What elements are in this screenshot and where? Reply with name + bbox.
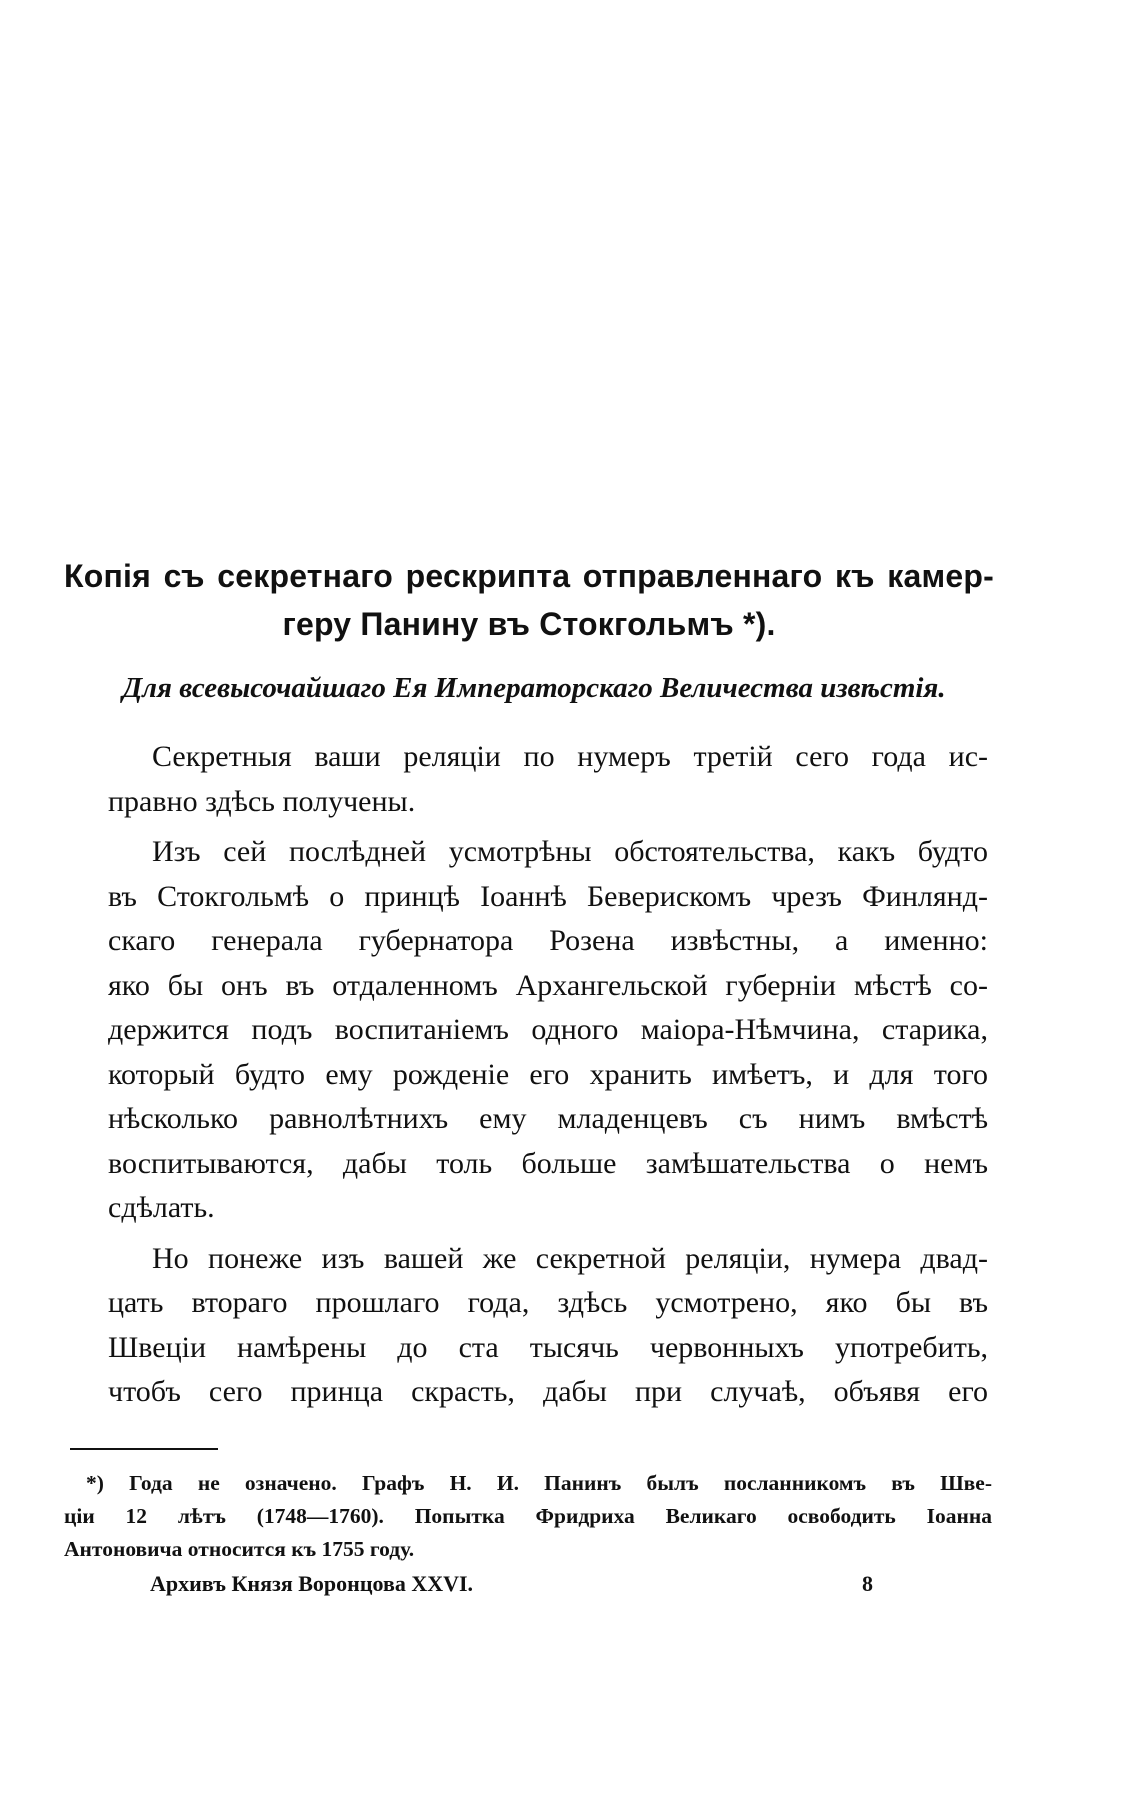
paragraph-line: въ Стокгольмѣ о принцѣ Іоаннѣ Беверискомъ чрезъ Финлянд-: [108, 879, 988, 913]
archive-title: Архивъ Князя Воронцова XXVI.: [150, 1571, 474, 1596]
paragraph-line: скаго генерала губернатора Розена извѣстны, а именно:: [108, 924, 988, 957]
footnote-line: *) Года не означено. Графъ Н. И. Панинъ былъ посланникомъ въ Шве-: [86, 1471, 992, 1495]
paragraph-3: [64, 1237, 988, 1415]
paragraph-line: воспитываются, дабы толь больше замѣшательства о немъ: [108, 1146, 988, 1180]
paragraph-line: нѣсколько равнолѣтнихъ ему младенцевъ съ нимъ вмѣстѣ: [108, 1102, 988, 1135]
paragraph-1: [64, 735, 988, 824]
heading-line-2: геру Панину въ Стокгольмъ *).: [282, 606, 776, 642]
body-text: [64, 735, 988, 1421]
dedication: Для всевысочайшаго Ея Императорскаго Величества извѣстія.: [122, 672, 946, 704]
paragraph-2: [64, 830, 988, 1231]
paragraph-line: держится подъ воспитаніемъ одного маіора-Нѣмчина, старика,: [108, 1013, 988, 1046]
signature-mark: 8: [862, 1571, 873, 1596]
paragraph-line: который будто ему рожденіе его хранить имѣетъ, и для того: [108, 1057, 988, 1091]
paragraph-line: правно здѣсь получены.: [108, 784, 416, 818]
paragraph-line: цать втораго прошлаго года, здѣсь усмотрено, яко бы въ: [108, 1286, 988, 1319]
paragraph-line: яко бы онъ въ отдаленномъ Архангельской губерніи мѣстѣ со-: [108, 968, 988, 1002]
heading-line-1: Копія съ секретнаго рескрипта отправленнаго къ камер-: [64, 558, 994, 594]
footnote-line: ціи 12 лѣтъ (1748—1760). Попытка Фридриха Великаго освободить Іоанна: [64, 1504, 992, 1528]
footnote-line: Антоновича относится къ 1755 году.: [64, 1537, 415, 1561]
paragraph-line: чтобъ сего принца скрасть, дабы при случаѣ, объявя его: [108, 1375, 988, 1408]
footnote: [64, 1467, 992, 1566]
paragraph-line: сдѣлать.: [108, 1191, 215, 1224]
paragraph-line: Секретныя ваши реляціи по нумеръ третій сего года ис-: [152, 740, 988, 773]
paragraph-line: Но понеже изъ вашей же секретной реляціи, нумера двад-: [152, 1241, 988, 1275]
footnote-divider: [70, 1448, 218, 1450]
paragraph-line: Швеціи намѣрены до ста тысячь червонныхъ употребить,: [108, 1330, 988, 1364]
paragraph-line: Изъ сей послѣдней усмотрѣны обстоятельства, какъ будто: [152, 835, 988, 868]
